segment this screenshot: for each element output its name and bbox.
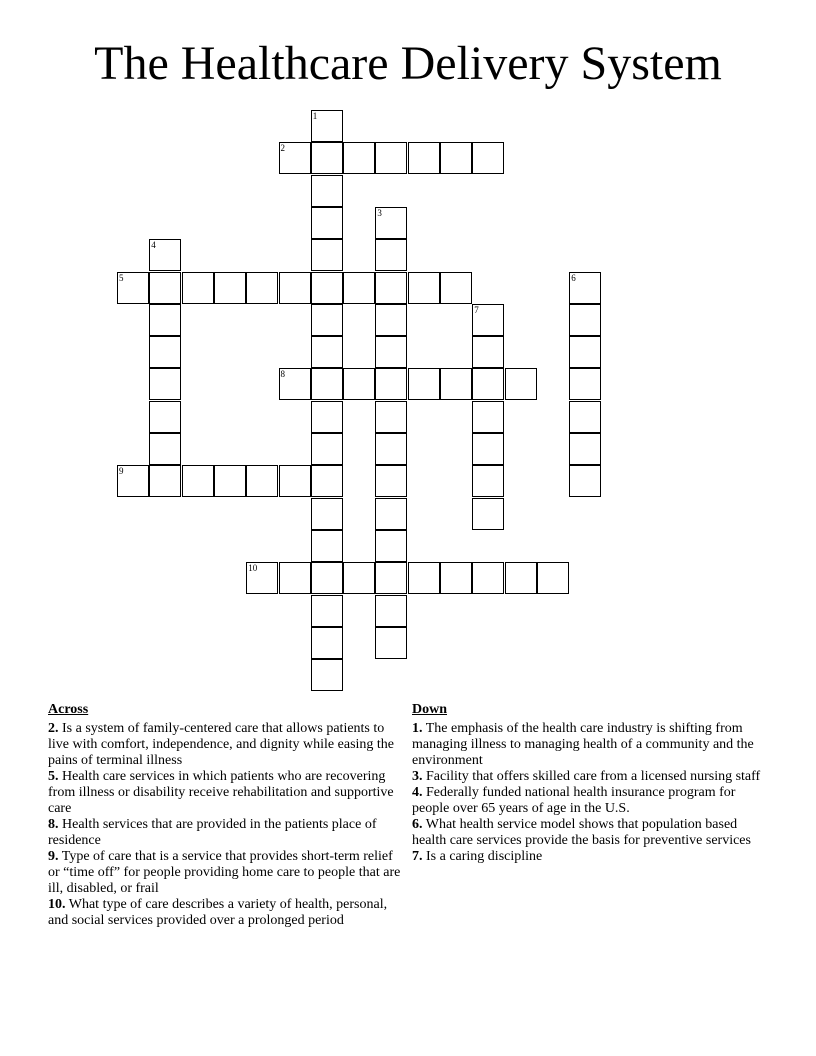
grid-cell[interactable] [569,336,601,368]
grid-cell[interactable] [246,465,278,497]
clue-number: 4 [151,240,156,251]
clue-number: 5 [119,272,124,283]
grid-cell[interactable] [311,368,343,400]
grid-cell[interactable] [569,272,601,304]
grid-cell[interactable] [472,498,504,530]
grid-cell[interactable] [279,465,311,497]
grid-cell[interactable] [149,336,181,368]
grid-cell[interactable] [117,272,149,304]
grid-cell[interactable] [375,465,407,497]
grid-cell[interactable] [375,272,407,304]
clue-number: 8 [280,369,285,380]
grid-cell[interactable] [343,272,375,304]
clue-number: 6 [571,272,576,283]
grid-cell[interactable] [311,401,343,433]
grid-cell[interactable] [117,465,149,497]
clue-number: 7 [474,304,479,315]
clue-text: Is a system of family-centered care that allows patients to live with comfort, independence, and dignity while easing the pains of terminal illness [48,721,395,768]
grid-cell[interactable] [375,595,407,627]
clue-text: Type of care that is a service that provides short-term relief or “time off” for people providing home care to people that are ill, disabled, or frail [48,849,401,896]
grid-cell[interactable] [375,207,407,239]
grid-cell[interactable] [311,465,343,497]
clue-label: 6. [412,817,423,832]
clue-text: Federally funded national health insurance program for people over 65 years of age in the U.S. [412,785,736,816]
grid-cell[interactable] [311,175,343,207]
grid-cell[interactable] [311,595,343,627]
clue-text: Facility that offers skilled care from a licensed nursing staff [426,769,761,784]
grid-cell[interactable] [375,562,407,594]
down-clue [412,721,768,769]
down-clues [412,702,768,865]
clue-text: Health services that are provided in the patients place of residence [48,817,377,848]
grid-cell[interactable] [569,368,601,400]
grid-cell[interactable] [472,142,504,174]
grid-cell[interactable] [375,627,407,659]
grid-cell[interactable] [279,142,311,174]
grid-cell[interactable] [375,336,407,368]
grid-cell[interactable] [311,659,343,691]
grid-cell[interactable] [375,401,407,433]
grid-cell[interactable] [440,142,472,174]
grid-cell[interactable] [311,336,343,368]
grid-cell[interactable] [408,142,440,174]
grid-cell[interactable] [375,498,407,530]
grid-cell[interactable] [472,562,504,594]
grid-cell[interactable] [311,272,343,304]
across-clue [48,769,404,817]
grid-cell[interactable] [472,368,504,400]
grid-cell[interactable] [149,465,181,497]
grid-cell[interactable] [472,433,504,465]
clue-label: 3. [412,769,423,784]
grid-cell[interactable] [569,304,601,336]
clue-number: 3 [377,207,382,218]
grid-cell[interactable] [214,272,246,304]
grid-cell[interactable] [343,142,375,174]
clue-label: 1. [412,721,423,736]
clue-text: What type of care describes a variety of health, personal, and social services provided over a prolonged period [48,897,388,928]
grid-cell[interactable] [149,272,181,304]
grid-cell[interactable] [569,465,601,497]
clue-label: 4. [412,785,423,800]
grid-cell[interactable] [472,304,504,336]
clue-text: Is a caring discipline [426,849,543,864]
grid-cell[interactable] [279,562,311,594]
grid-cell[interactable] [472,401,504,433]
grid-cell[interactable] [408,368,440,400]
grid-cell[interactable] [214,465,246,497]
grid-cell[interactable] [149,368,181,400]
clue-number: 1 [312,111,318,121]
clue-number: 10 [248,563,258,574]
grid-cell[interactable] [246,562,278,594]
clue-text: The emphasis of the health care industry is shifting from managing illness to managing health of a community and the environment [412,721,754,768]
across-clue-list [48,721,404,929]
grid-cell[interactable] [569,433,601,465]
grid-cell[interactable] [182,272,214,304]
grid-cell[interactable] [375,142,407,174]
across-clue [48,849,404,897]
grid-cell[interactable] [311,498,343,530]
clue-number: 9 [119,466,124,477]
grid-cell[interactable] [311,207,343,239]
down-clue [412,769,768,785]
grid-cell[interactable] [182,465,214,497]
grid-cell[interactable] [440,272,472,304]
across-clue [48,721,404,769]
grid-cell[interactable] [311,562,343,594]
grid-cell[interactable] [408,272,440,304]
clue-number: 2 [280,143,285,154]
page-title: The Healthcare Delivery System [94,37,722,90]
down-clue [412,785,768,817]
grid-cell[interactable] [375,433,407,465]
clue-label: 8. [48,817,59,832]
across-clue [48,817,404,849]
clue-label: 2. [48,721,59,736]
grid-cell[interactable] [311,142,343,174]
down-clue-list [412,721,768,865]
down-heading: Down [412,702,448,717]
grid-cell[interactable] [343,368,375,400]
grid-cell[interactable] [246,272,278,304]
grid-cell[interactable] [505,368,537,400]
grid-cell[interactable] [343,562,375,594]
clue-label: 5. [48,769,59,784]
grid-cell[interactable] [279,368,311,400]
grid-cell[interactable] [311,239,343,271]
grid-cell[interactable] [311,433,343,465]
across-clue [48,897,404,929]
grid-cell[interactable] [149,401,181,433]
grid-cell[interactable] [505,562,537,594]
grid-cell[interactable] [311,110,343,142]
grid-cell[interactable] [311,627,343,659]
grid-cell[interactable] [375,530,407,562]
grid-cell[interactable] [311,304,343,336]
down-clue [412,849,768,865]
grid-cell[interactable] [149,239,181,271]
grid-cell[interactable] [537,562,569,594]
clue-label: 7. [412,849,423,864]
grid-cell[interactable] [569,401,601,433]
grid-cell[interactable] [311,530,343,562]
grid-cell[interactable] [375,368,407,400]
grid-cell[interactable] [279,272,311,304]
grid-cell[interactable] [472,336,504,368]
across-heading: Across [48,702,89,717]
clue-label: 10. [48,897,66,912]
clue-label: 9. [48,849,59,864]
grid-cell[interactable] [375,239,407,271]
grid-cell[interactable] [440,368,472,400]
across-clues [48,702,404,929]
grid-cell[interactable] [149,304,181,336]
down-clue [412,817,768,849]
grid-cell[interactable] [149,433,181,465]
grid-cell[interactable] [375,304,407,336]
grid-cell[interactable] [408,562,440,594]
grid-cell[interactable] [440,562,472,594]
clue-text: Health care services in which patients who are recovering from illness or disability receive rehabilitation and supportive care [48,769,394,816]
clue-text: What health service model shows that population based health care services provide the basis for preventive services [412,817,751,848]
grid-cell[interactable] [472,465,504,497]
